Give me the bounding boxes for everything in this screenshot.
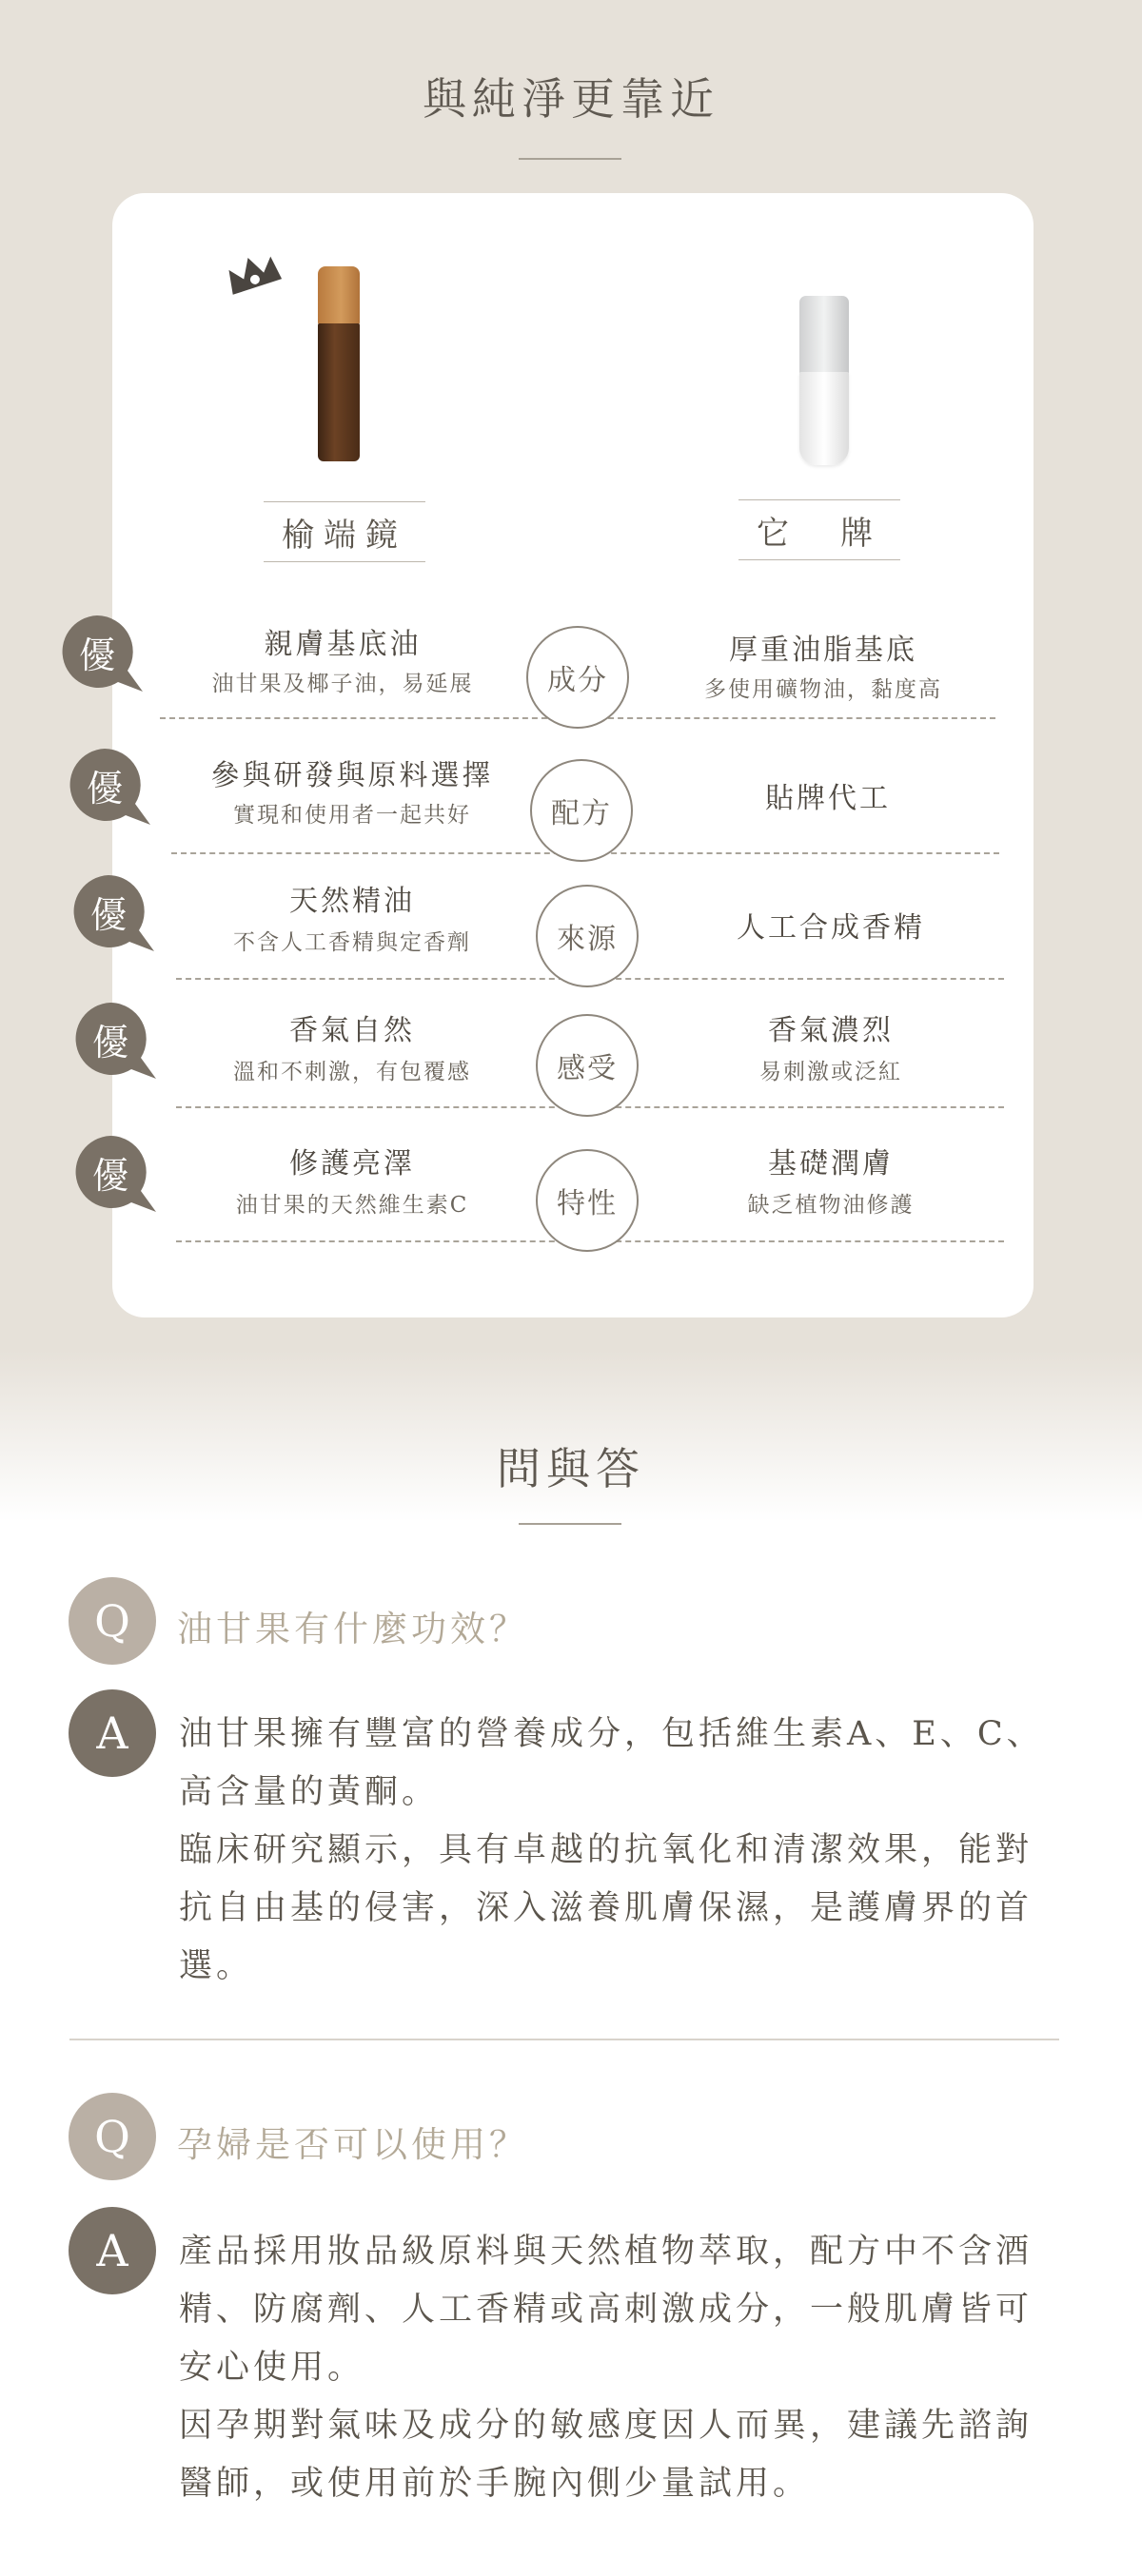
ours-sub: 油甘果及椰子油，易延展 — [211, 672, 474, 696]
advantage-badge: 優 — [72, 1134, 158, 1220]
comparison-title: 與純淨更靠近 — [423, 73, 719, 125]
answer-mark-icon: A — [69, 1689, 156, 1777]
crown-icon — [223, 245, 286, 308]
advantage-badge: 優 — [72, 1001, 158, 1086]
category-circle: 特性 — [536, 1149, 639, 1252]
other-title: 厚重油脂基底 — [729, 634, 917, 667]
faq-answer: 油甘果擁有豐富的營養成分，包括維生素A、E、C、高含量的黃酮。 臨床研究顯示，具有卓越的抗氧化和清潔效果，能對抗自由基的侵害，深入滋養肌膚保濕，是護膚界的首選。 — [179, 1715, 1044, 1985]
advantage-badge: 優 — [70, 873, 156, 959]
ours-title: 親膚基底油 — [264, 628, 422, 661]
answer-mark-icon: A — [69, 2207, 156, 2294]
faq-answer: 產品採用妝品級原料與天然植物萃取，配方中不含酒精、防腐劑、人工香精或高刺激成分，一般肌膚皆可安心使用。 因孕期對氣味及成分的敏感度因人而異，建議先諮詢醫師，或使用前於手腕內側少量試用。 — [179, 2233, 1034, 2503]
other-title: 香氣濃烈 — [768, 1014, 894, 1047]
other-sub: 易刺激或泛紅 — [759, 1060, 902, 1084]
advantage-badge: 優 — [67, 747, 152, 832]
category-circle: 來源 — [536, 885, 639, 987]
title-underline — [519, 158, 621, 160]
other-sub: 多使用礦物油，黏度高 — [704, 677, 942, 702]
product-other-bottle — [799, 296, 849, 465]
faq-question[interactable]: 油甘果有什麼功效？ — [177, 1609, 528, 1649]
brand-ours-label: 榆端鏡 — [264, 501, 425, 562]
other-title: 人工合成香精 — [737, 911, 925, 945]
faq-question[interactable]: 孕婦是否可以使用？ — [177, 2124, 528, 2165]
ours-sub: 不含人工香精與定香劑 — [233, 930, 471, 955]
advantage-badge: 優 — [59, 614, 145, 699]
brand-other-label: 它 牌 — [738, 499, 900, 560]
category-circle: 感受 — [536, 1014, 639, 1117]
faq-title: 問與答 — [497, 1443, 645, 1494]
ours-title: 參與研發與原料選擇 — [210, 759, 494, 792]
ours-sub: 油甘果的天然維生素C — [235, 1193, 469, 1218]
title-underline — [519, 1523, 621, 1525]
ours-title: 香氣自然 — [289, 1014, 415, 1047]
other-title: 基礎潤膚 — [768, 1147, 894, 1181]
question-mark-icon: Q — [69, 2093, 156, 2180]
other-title: 貼牌代工 — [765, 782, 891, 815]
product-ours-bottle — [318, 266, 360, 461]
ours-sub: 溫和不刺激，有包覆感 — [233, 1060, 471, 1084]
question-mark-icon: Q — [69, 1577, 156, 1665]
other-sub: 缺乏植物油修護 — [747, 1193, 915, 1218]
category-circle: 配方 — [530, 759, 633, 862]
ours-sub: 實現和使用者一起共好 — [233, 803, 471, 828]
category-circle: 成分 — [526, 626, 629, 729]
ours-title: 天然精油 — [289, 885, 415, 918]
faq-divider — [69, 2039, 1059, 2040]
ours-title: 修護亮澤 — [289, 1147, 415, 1181]
